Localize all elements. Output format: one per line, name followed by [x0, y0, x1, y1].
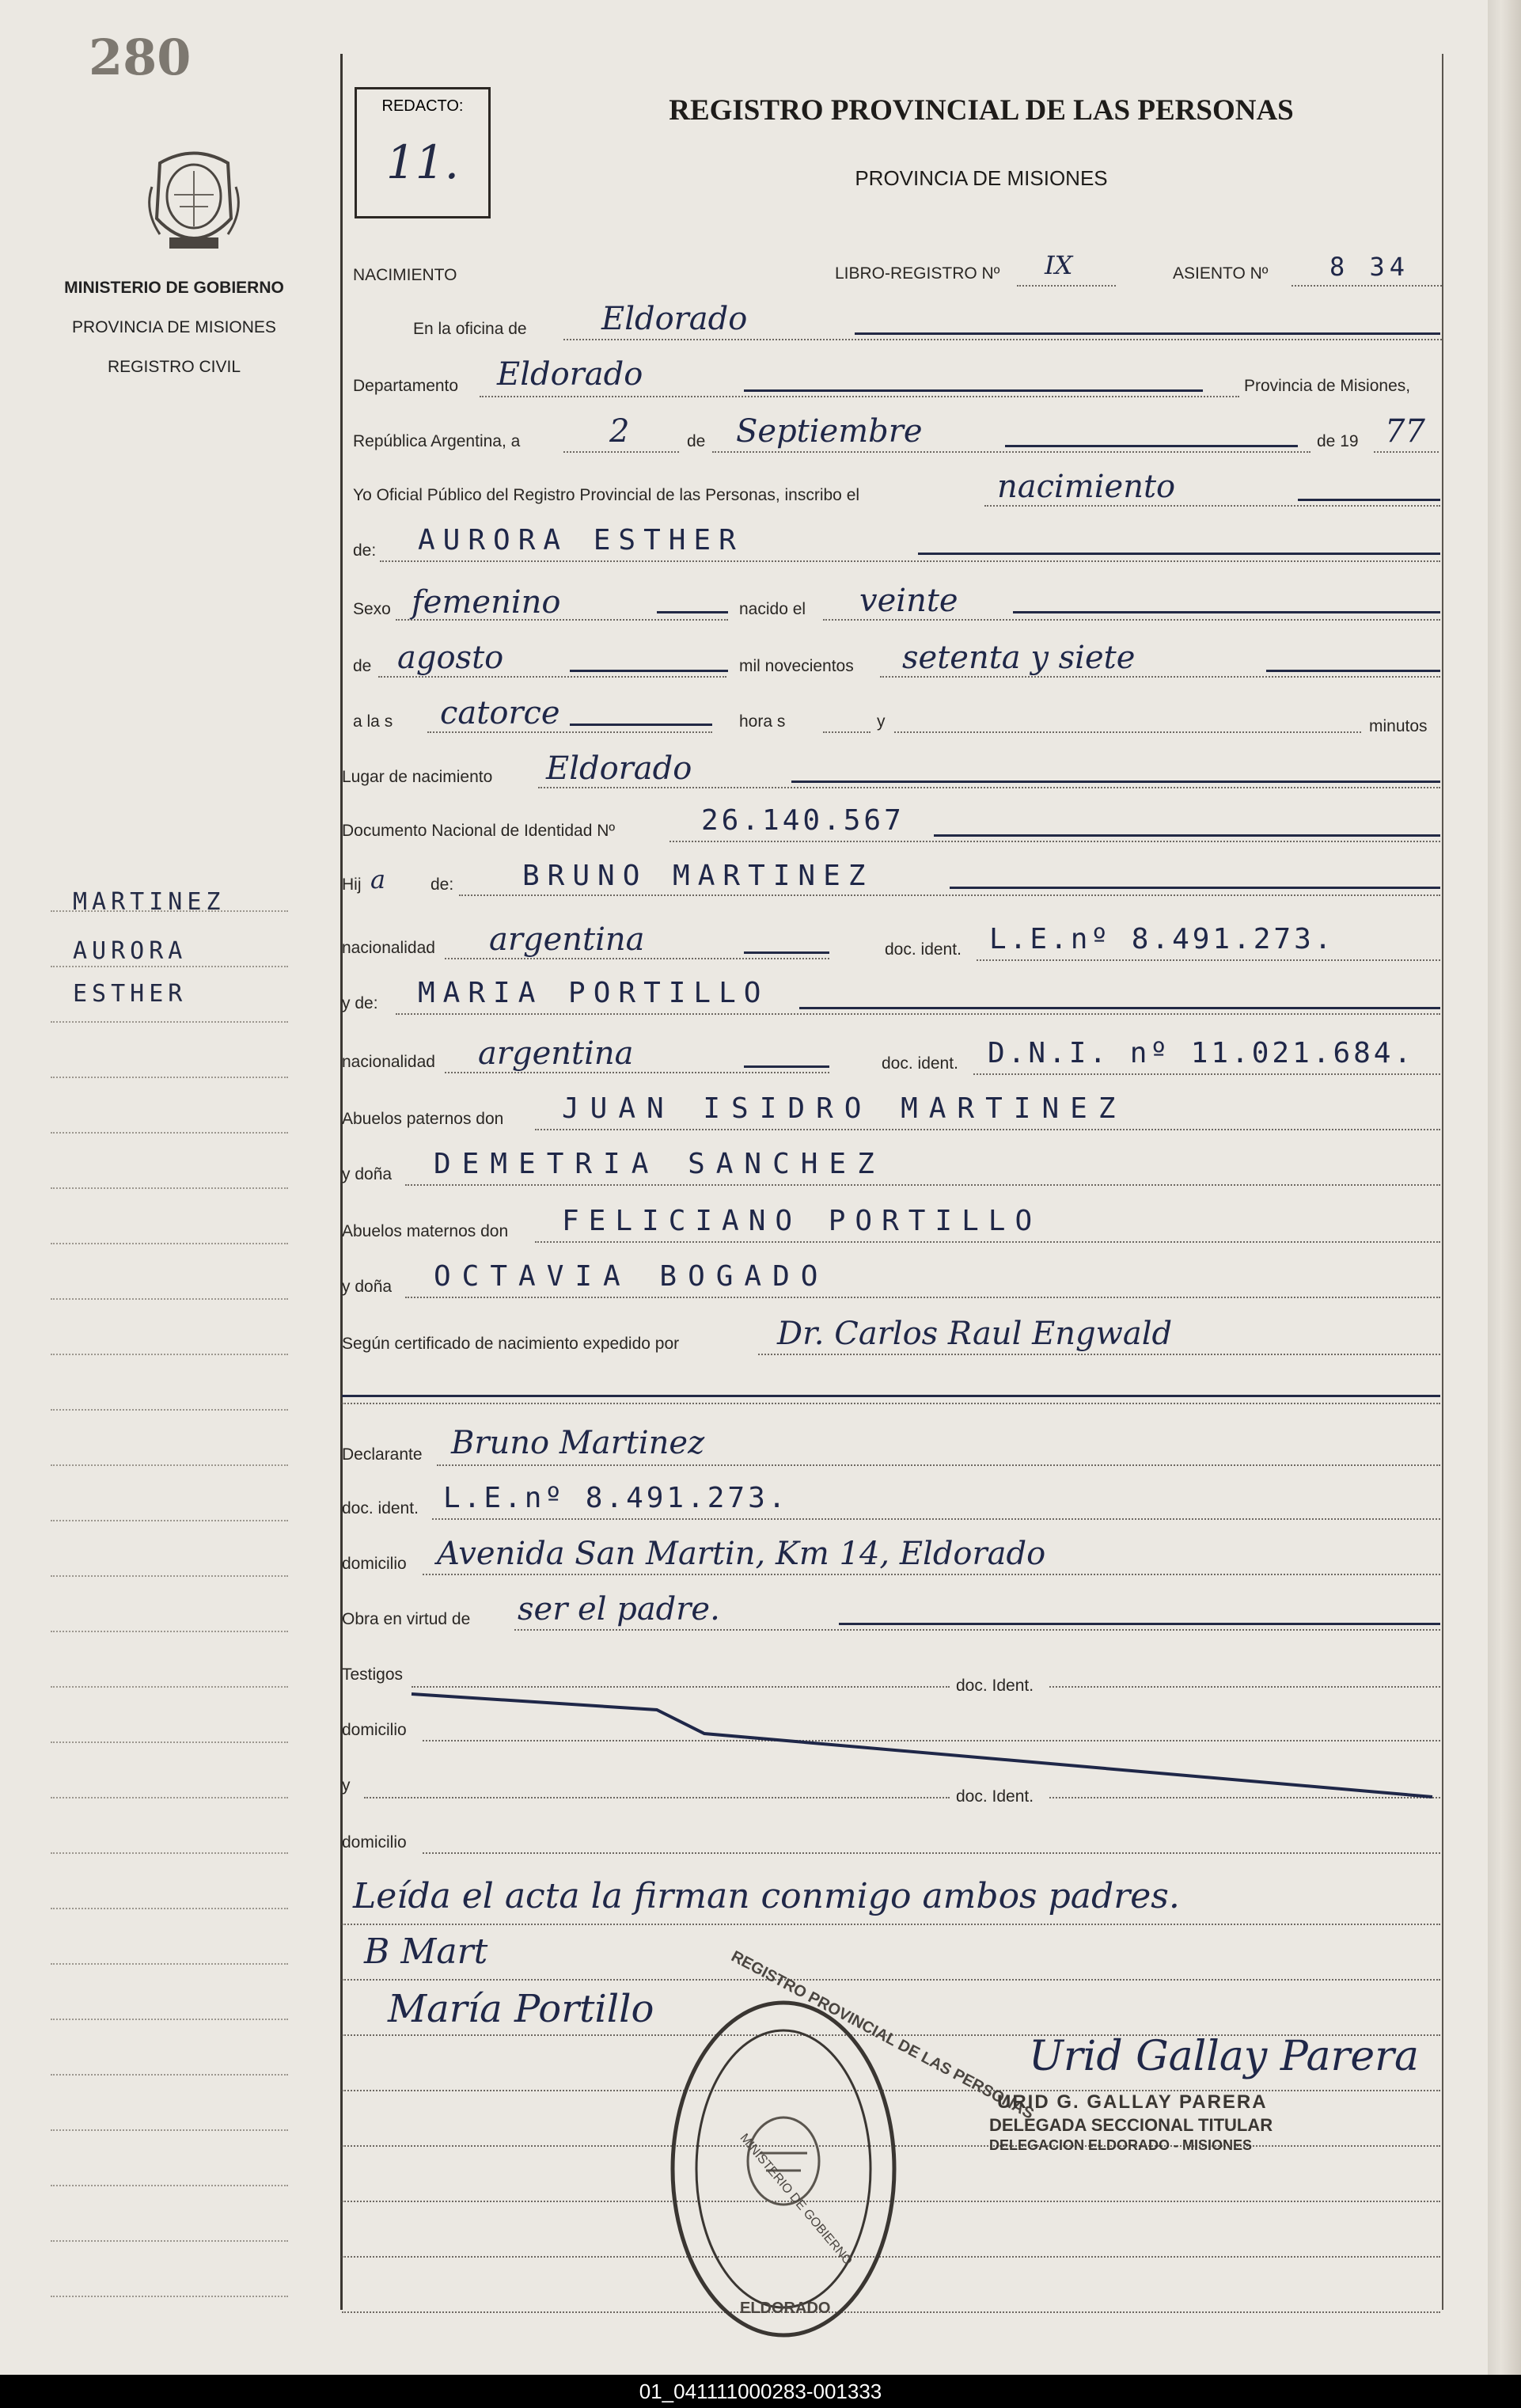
libro-value: IX	[1045, 250, 1073, 280]
docident2-value: D.N.I. nº 11.021.684.	[988, 1037, 1415, 1069]
nacido-label: nacido el	[739, 600, 806, 618]
margin-rule	[51, 1409, 288, 1411]
margin-rule	[51, 1077, 288, 1078]
docident3-value: L.E.nº 8.491.273.	[443, 1482, 789, 1514]
madre-value: MARIA PORTILLO	[418, 977, 769, 1009]
margin-rule	[51, 2185, 288, 2186]
docident3-label: doc. ident.	[342, 1499, 419, 1517]
lugar-value: Eldorado	[546, 750, 692, 787]
obra-value: ser el padre.	[518, 1591, 720, 1627]
docident1-value: L.E.nº 8.491.273.	[989, 923, 1335, 955]
de4-label: de:	[431, 875, 454, 894]
margin-rule	[51, 2129, 288, 2131]
docident2-label: doc. ident.	[882, 1054, 958, 1073]
nac2-value: argentina	[478, 1035, 634, 1072]
docident5-label: doc. Ident.	[956, 1787, 1034, 1806]
de3-label: de	[353, 657, 372, 675]
declarante-value: Bruno Martinez	[451, 1425, 705, 1461]
margin-rule	[51, 1575, 288, 1577]
horas-label: hora s	[739, 712, 786, 731]
signature-official: Urid Gallay Parera	[1029, 2033, 1419, 2080]
redacto-value: 11.	[385, 135, 460, 189]
coat-of-arms-icon	[144, 139, 244, 258]
mes-value: Septiembre	[736, 413, 923, 450]
seal-text: REGISTRO PROVINCIAL DE LAS PERSONAS	[728, 1947, 1037, 2123]
divider	[1442, 54, 1443, 2310]
nac2-label: nacionalidad	[342, 1053, 435, 1071]
de-label: de	[687, 432, 706, 450]
margin-rule	[51, 1298, 288, 1300]
margin-rule	[51, 1741, 288, 1743]
domicilio3-label: domicilio	[342, 1833, 407, 1852]
alas-label: a la s	[353, 712, 393, 731]
page-number: 280	[89, 28, 192, 86]
official-title: DELEGADA SECCIONAL TITULAR	[989, 2115, 1273, 2135]
document-title: REGISTRO PROVINCIAL DE LAS PERSONAS	[669, 94, 1294, 127]
signature-father: B Mart	[364, 1931, 488, 1972]
margin-rule	[51, 1852, 288, 1854]
departamento-label: Departamento	[353, 377, 459, 395]
abmat-value: FELICIANO PORTILLO	[562, 1205, 1042, 1237]
page-edge	[1488, 0, 1521, 2375]
margin-rule	[51, 1354, 288, 1355]
footer-id: 01_041111000283-001333	[639, 2380, 882, 2403]
ydona2-label: y doña	[342, 1278, 393, 1296]
asiento-label: ASIENTO Nº	[1173, 264, 1269, 283]
margin-rule	[51, 1520, 288, 1521]
margin-rule	[51, 2296, 288, 2297]
redacto-box	[355, 87, 491, 218]
margin-rule	[51, 1021, 288, 1023]
margin-rule	[51, 1963, 288, 1965]
dia-nac-value: veinte	[859, 583, 958, 619]
seal-bottom: ELDORADO	[740, 2300, 831, 2317]
oficina-value: Eldorado	[601, 301, 748, 337]
domicilio-value: Avenida San Martin, Km 14, Eldorado	[437, 1536, 1046, 1572]
nacimiento-label: NACIMIENTO	[353, 266, 457, 284]
dni-label: Documento Nacional de Identidad Nº	[342, 822, 616, 840]
provincia-suffix: Provincia de Misiones,	[1244, 377, 1411, 395]
cert-label: Según certificado de nacimiento expedido por	[342, 1335, 680, 1353]
docident4-label: doc. Ident.	[956, 1677, 1034, 1695]
official-office: DELEGACION ELDORADO - MISIONES	[989, 2137, 1253, 2153]
margin-rule	[51, 1797, 288, 1798]
dia-value: 2	[609, 413, 630, 450]
minutos-label: minutos	[1369, 717, 1428, 735]
margin-firstname: AURORA	[73, 937, 188, 965]
margin-rule	[51, 1132, 288, 1134]
testigos-label: Testigos	[342, 1665, 404, 1684]
mil-label: mil novecientos	[739, 657, 854, 675]
sexo-value: femenino	[412, 584, 561, 621]
margin-rule	[51, 1631, 288, 1632]
y-label: y	[877, 712, 886, 731]
margin-surname: MARTINEZ	[73, 888, 226, 916]
nac1-value: argentina	[489, 921, 645, 958]
margin-rule	[51, 1686, 288, 1688]
libro-label: LIBRO-REGISTRO Nº	[835, 264, 1000, 283]
margin-rule	[51, 1464, 288, 1466]
ruled-line	[342, 1924, 1440, 1925]
margin-rule	[51, 1187, 288, 1189]
hora-value: catorce	[440, 695, 560, 731]
sexo-label: Sexo	[353, 600, 391, 618]
abpat-value: JUAN ISIDRO MARTINEZ	[562, 1092, 1127, 1125]
nombre-value: AURORA ESTHER	[418, 524, 744, 556]
margin-rule	[51, 2074, 288, 2076]
domicilio-label: domicilio	[342, 1555, 407, 1573]
docident1-label: doc. ident.	[885, 940, 962, 959]
province-label: PROVINCIA DE MISIONES	[72, 318, 276, 336]
asiento-value: 8 34	[1329, 252, 1410, 282]
margin-rule	[51, 966, 288, 967]
hij-value: a	[370, 864, 386, 894]
abpat2-value: DEMETRIA SANCHEZ	[434, 1148, 886, 1180]
obra-label: Obra en virtud de	[342, 1610, 471, 1628]
official-name: URID G. GALLAY PARERA	[997, 2091, 1268, 2113]
y2-label: y	[342, 1776, 351, 1795]
lugar-label: Lugar de nacimiento	[342, 768, 493, 786]
mes-nac-value: agosto	[397, 640, 504, 676]
republica-label: República Argentina, a	[353, 432, 521, 450]
anio-nac-value: setenta y siete	[902, 640, 1136, 676]
registry-label: REGISTRO CIVIL	[107, 358, 241, 376]
margin-rule	[51, 1908, 288, 1909]
footer-strip	[0, 2375, 1521, 2408]
ydona1-label: y doña	[342, 1165, 393, 1183]
official-seal-icon	[665, 1995, 902, 2343]
yde-label: y de:	[342, 994, 378, 1012]
margin-rule	[51, 1243, 288, 1244]
margin-rule	[51, 2019, 288, 2020]
departamento-value: Eldorado	[497, 356, 643, 393]
signature-mother: María Portillo	[388, 1987, 654, 2031]
margin-rule	[51, 2240, 288, 2242]
hij-label: Hij	[342, 875, 362, 894]
redacto-label: REDACTO:	[381, 97, 464, 115]
abmat-label: Abuelos maternos don	[342, 1222, 509, 1240]
ministry-label: MINISTERIO DE GOBIERNO	[64, 279, 284, 297]
leida-value: Leída el acta la firman conmigo ambos padres.	[353, 1876, 1180, 1916]
dni-value: 26.140.567	[701, 804, 905, 837]
document-subtitle: PROVINCIA DE MISIONES	[855, 166, 1108, 190]
padre-value: BRUNO MARTINEZ	[522, 860, 874, 892]
cert-value: Dr. Carlos Raul Engwald	[777, 1316, 1173, 1352]
oficial-label: Yo Oficial Público del Registro Provincial de las Personas, inscribo el	[353, 486, 860, 504]
oficina-label: En la oficina de	[413, 320, 527, 338]
margin-middlename: ESTHER	[73, 980, 188, 1008]
acto-value: nacimiento	[997, 469, 1176, 505]
de19-label: de 19	[1317, 432, 1359, 450]
abpat-label: Abuelos paternos don	[342, 1110, 504, 1128]
ruled-line	[342, 1979, 1440, 1981]
crossed-out-stroke	[404, 1678, 1440, 1805]
seal-inner: MINISTERIO DE GOBIERNO	[737, 2131, 855, 2268]
declarante-label: Declarante	[342, 1445, 423, 1464]
abmat2-value: OCTAVIA BOGADO	[434, 1260, 829, 1293]
domicilio2-label: domicilio	[342, 1721, 407, 1739]
nac1-label: nacionalidad	[342, 939, 435, 957]
anio-value: 77	[1385, 413, 1425, 450]
de2-label: de:	[353, 541, 377, 560]
